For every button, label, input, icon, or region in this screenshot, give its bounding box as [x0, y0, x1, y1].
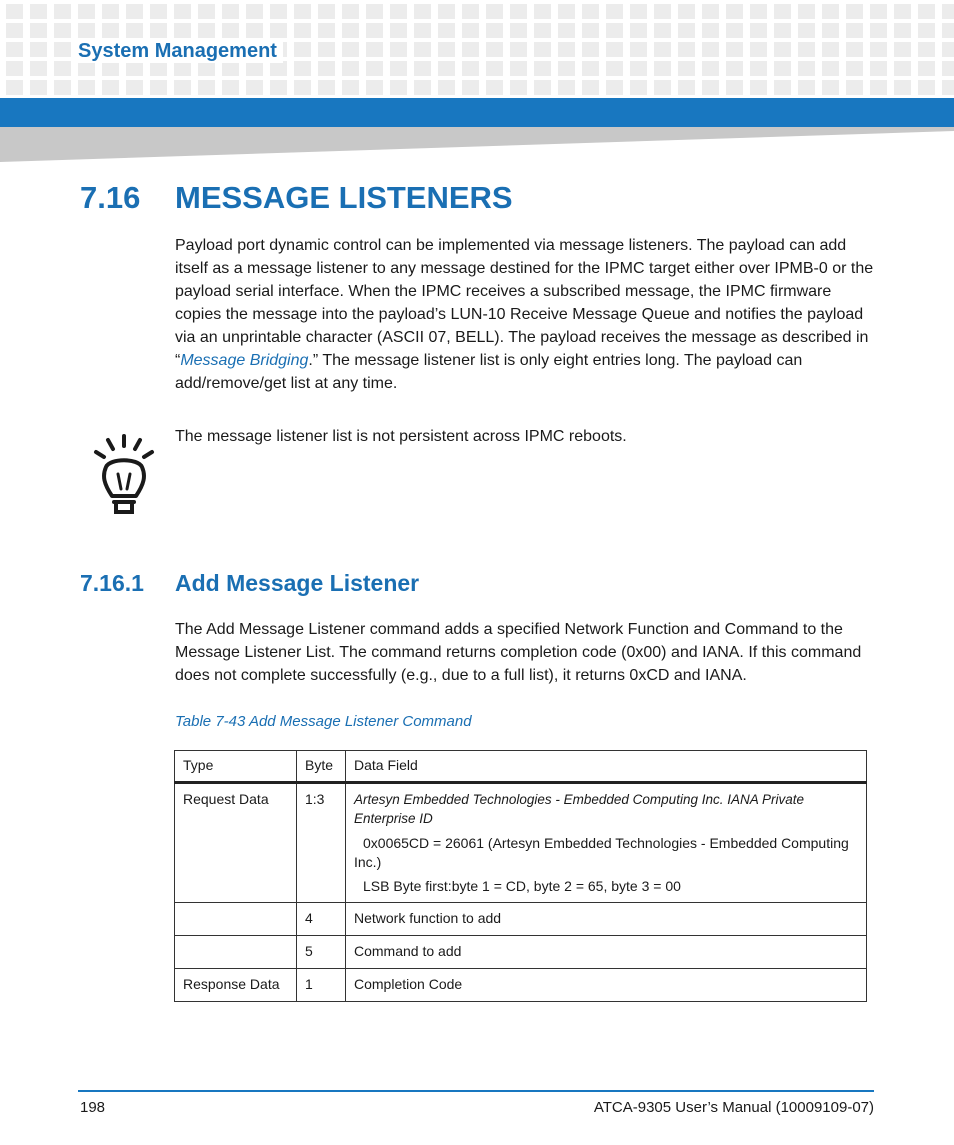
header-pattern-square	[654, 42, 671, 57]
section-title: MESSAGE LISTENERS	[175, 180, 513, 215]
header-pattern-square	[534, 80, 551, 95]
header-pattern-square	[366, 23, 383, 38]
header-byte: Byte	[297, 751, 346, 783]
header-pattern-square	[654, 61, 671, 76]
header-pattern-square	[126, 80, 143, 95]
header-pattern-square	[30, 23, 47, 38]
header-pattern-square	[102, 4, 119, 19]
header-pattern-square	[30, 42, 47, 57]
subsection-number: 7.16.1	[80, 570, 144, 596]
header-pattern-square	[294, 42, 311, 57]
header-pattern-square	[654, 4, 671, 19]
header-pattern-square	[198, 80, 215, 95]
iana-value	[354, 834, 858, 872]
header-pattern-square	[846, 42, 863, 57]
header-pattern-square	[654, 23, 671, 38]
header-pattern-square	[510, 42, 527, 57]
header-pattern-square	[750, 61, 767, 76]
header-pattern-square	[366, 80, 383, 95]
header-pattern-square	[438, 23, 455, 38]
header-pattern-square	[174, 80, 191, 95]
header-pattern-square	[534, 23, 551, 38]
header-pattern-square	[942, 80, 954, 95]
tip-text: The message listener list is not persistent across IPMC reboots.	[175, 428, 627, 445]
header-pattern-square	[318, 4, 335, 19]
header-pattern-square	[582, 61, 599, 76]
header-pattern-square	[198, 4, 215, 19]
header-pattern-square	[582, 80, 599, 95]
header-pattern-square	[54, 4, 71, 19]
header-pattern-square	[342, 42, 359, 57]
header-pattern-square	[462, 23, 479, 38]
header-pattern-square	[558, 23, 575, 38]
header-pattern-square	[846, 61, 863, 76]
header-pattern-square	[414, 23, 431, 38]
header-pattern-square	[6, 80, 23, 95]
header-pattern-square	[150, 23, 167, 38]
header-pattern-square	[942, 61, 954, 76]
header-pattern-square	[342, 23, 359, 38]
intro-paragraph	[175, 234, 875, 395]
header-pattern-square	[894, 61, 911, 76]
header-pattern-square	[702, 42, 719, 57]
header-pattern-square	[774, 42, 791, 57]
header-pattern-square	[726, 23, 743, 38]
table-caption: Table 7-43 Add Message Listener Command	[175, 713, 472, 730]
header-pattern-square	[462, 80, 479, 95]
header-pattern-square	[846, 4, 863, 19]
header-pattern-square	[318, 42, 335, 57]
header-pattern-square	[534, 42, 551, 57]
cell-data-field: Network function to add	[346, 903, 867, 936]
header-pattern-square	[558, 42, 575, 57]
header-pattern-square	[30, 4, 47, 19]
header-pattern-square	[102, 23, 119, 38]
header-pattern-square	[102, 80, 119, 95]
footer-rule	[78, 1090, 874, 1092]
header-pattern-square	[582, 23, 599, 38]
header-pattern-square	[630, 23, 647, 38]
header-pattern-square	[318, 23, 335, 38]
subsection-heading	[80, 570, 419, 597]
header-pattern-square	[678, 61, 695, 76]
header-pattern-square	[534, 4, 551, 19]
header-pattern-square	[246, 4, 263, 19]
iana-label: Artesyn Embedded Technologies - Embedded Computing Inc. IANA Private Enterprise ID	[354, 792, 804, 826]
header-pattern-square	[870, 80, 887, 95]
header-pattern-square	[558, 4, 575, 19]
header-pattern-square	[198, 23, 215, 38]
header-pattern-square	[558, 80, 575, 95]
header-gray-wedge	[0, 127, 954, 162]
header-pattern-square	[438, 80, 455, 95]
header-pattern-square	[390, 80, 407, 95]
header-pattern-square	[222, 61, 239, 76]
header-pattern-square	[390, 4, 407, 19]
header-pattern-square	[798, 80, 815, 95]
header-pattern-square	[774, 4, 791, 19]
header-pattern-square	[462, 4, 479, 19]
header-pattern-square	[270, 4, 287, 19]
header-pattern-square	[894, 42, 911, 57]
header-pattern-square	[126, 4, 143, 19]
cell-type	[175, 936, 297, 969]
header-pattern-square	[894, 23, 911, 38]
header-pattern-square	[510, 4, 527, 19]
header-pattern-square	[6, 42, 23, 57]
header-pattern-square	[54, 42, 71, 57]
page-number: 198	[80, 1099, 106, 1116]
header-pattern-square	[174, 4, 191, 19]
header-pattern-square	[438, 4, 455, 19]
subsection-paragraph: The Add Message Listener command adds a specified Network Function and Command to the Message Listener List. The command returns completion code (0x00) and IANA. If this command does not complete successfully (e.g., due to a full list), it returns 0xCD and IANA.	[175, 621, 862, 684]
header-pattern-square	[606, 80, 623, 95]
cell-data-field: Command to add	[346, 936, 867, 969]
header-pattern-square	[294, 80, 311, 95]
table-row	[175, 903, 867, 936]
header-pattern-square	[630, 42, 647, 57]
header-pattern-square	[798, 61, 815, 76]
header-pattern-square	[270, 61, 287, 76]
table-header-row	[175, 751, 867, 783]
cell-type: Request Data	[175, 783, 297, 903]
header-pattern-square	[726, 42, 743, 57]
header-pattern-square	[750, 23, 767, 38]
header-pattern-square	[798, 4, 815, 19]
header-pattern-square	[702, 23, 719, 38]
header-pattern-square	[486, 61, 503, 76]
header-pattern-square	[318, 80, 335, 95]
header-pattern-square	[54, 80, 71, 95]
header-pattern-square	[942, 4, 954, 19]
header-pattern-square	[366, 42, 383, 57]
header-pattern-square	[6, 4, 23, 19]
header-pattern-square	[606, 23, 623, 38]
header-pattern-square	[150, 4, 167, 19]
header-pattern-square	[342, 80, 359, 95]
header-pattern-square	[246, 23, 263, 38]
cell-byte: 1	[297, 969, 346, 1002]
header-pattern-square	[366, 4, 383, 19]
header-pattern-square	[702, 61, 719, 76]
intro-text-1: Payload port dynamic control can be implemented via message listeners. The payload can add itself as a message listener to any message destined for the IPMC target either over IPMB-0 or the payload serial interface. When the IPMC receives a subscribed message, the IPMC firmware copies the message into the payload’s LUN-10 Receive Message Queue and notifies the payload via an unprintable character (ASCII 07, BELL). The payload receives the message as described in “	[175, 237, 874, 369]
header-pattern-square	[462, 61, 479, 76]
header-pattern-square	[942, 23, 954, 38]
cell-type: Response Data	[175, 969, 297, 1002]
byte-order-text: LSB Byte first:byte 1 = CD, byte 2 = 65, byte 3 = 00	[363, 878, 681, 894]
header-pattern-square	[822, 23, 839, 38]
header-pattern-square	[798, 23, 815, 38]
header-pattern-square	[126, 61, 143, 76]
header-pattern-square	[198, 61, 215, 76]
header-pattern-square	[222, 23, 239, 38]
header-blue-bar	[0, 98, 954, 127]
header-pattern-square	[486, 80, 503, 95]
header-pattern-square	[822, 80, 839, 95]
header-pattern-square	[438, 42, 455, 57]
message-bridging-link[interactable]: Message Bridging	[180, 352, 309, 369]
header-pattern-square	[606, 42, 623, 57]
header-pattern-square	[702, 80, 719, 95]
header-pattern-square	[822, 61, 839, 76]
header-pattern-square	[822, 4, 839, 19]
header-pattern-square	[942, 42, 954, 57]
header-pattern-square	[78, 61, 95, 76]
header-pattern-square	[750, 80, 767, 95]
header-pattern-square	[246, 80, 263, 95]
header-pattern-square	[510, 61, 527, 76]
cell-byte: 5	[297, 936, 346, 969]
header-pattern-square	[414, 80, 431, 95]
header-pattern-square	[798, 42, 815, 57]
header-pattern-square	[630, 61, 647, 76]
table-row	[175, 783, 867, 903]
header-pattern-square	[918, 61, 935, 76]
header-pattern-square	[6, 61, 23, 76]
header-pattern-square	[318, 61, 335, 76]
header-pattern-square	[630, 4, 647, 19]
header-pattern-square	[774, 61, 791, 76]
header-pattern-square	[270, 23, 287, 38]
header-pattern-square	[6, 23, 23, 38]
section-number: 7.16	[80, 180, 141, 215]
header-pattern-square	[870, 23, 887, 38]
section-heading	[80, 180, 513, 216]
cell-type	[175, 903, 297, 936]
header-pattern-square	[294, 4, 311, 19]
header-pattern-square	[846, 80, 863, 95]
header-pattern-square	[750, 4, 767, 19]
header-pattern-square	[438, 61, 455, 76]
header-pattern-square	[582, 42, 599, 57]
header-pattern-square	[774, 23, 791, 38]
header-pattern-square	[246, 61, 263, 76]
header-pattern-square	[846, 23, 863, 38]
header-pattern-square	[30, 80, 47, 95]
header-pattern-square	[486, 4, 503, 19]
header-pattern-square	[918, 42, 935, 57]
cell-data-field: Completion Code	[346, 969, 867, 1002]
header-pattern-square	[918, 23, 935, 38]
header-pattern-square	[870, 42, 887, 57]
header-pattern-square	[174, 23, 191, 38]
header-pattern-square	[126, 23, 143, 38]
subsection-title: Add Message Listener	[175, 570, 420, 596]
header-pattern-square	[606, 4, 623, 19]
header-pattern-square	[414, 61, 431, 76]
header-pattern-square	[174, 61, 191, 76]
table-row	[175, 936, 867, 969]
header-pattern-square	[630, 80, 647, 95]
header-pattern-square	[78, 80, 95, 95]
header-pattern-square	[534, 61, 551, 76]
header-pattern-square	[342, 4, 359, 19]
header-pattern-square	[702, 4, 719, 19]
header-pattern-square	[606, 61, 623, 76]
manual-title: ATCA-9305 User’s Manual (10009109-07)	[593, 1099, 874, 1116]
header-pattern-square	[222, 80, 239, 95]
header-section-title: System Management	[78, 40, 283, 63]
header-pattern-square	[726, 4, 743, 19]
header-pattern-square	[774, 80, 791, 95]
header-pattern-square	[390, 61, 407, 76]
header-pattern-square	[582, 4, 599, 19]
header-type: Type	[175, 751, 297, 783]
header-pattern-square	[222, 4, 239, 19]
header-pattern-square	[654, 80, 671, 95]
header-pattern-square	[486, 42, 503, 57]
header-pattern-square	[414, 42, 431, 57]
cell-data-field	[346, 783, 867, 903]
header-pattern-square	[510, 80, 527, 95]
header-pattern-square	[486, 23, 503, 38]
header-pattern-square	[150, 80, 167, 95]
header-pattern-square	[54, 23, 71, 38]
header-pattern-square	[78, 4, 95, 19]
cell-byte: 1:3	[297, 783, 346, 903]
intro-text-2: .” The message listener list is only eight entries long. The payload can add/remove/get list at any time.	[175, 352, 803, 392]
header-pattern-square	[678, 4, 695, 19]
header-pattern-square	[294, 23, 311, 38]
lightbulb-icon	[92, 434, 156, 516]
header-pattern-square	[342, 61, 359, 76]
header-pattern-square	[510, 23, 527, 38]
header-pattern-square	[678, 80, 695, 95]
command-table	[174, 750, 867, 1002]
header-pattern-square	[822, 42, 839, 57]
header-pattern-square	[78, 23, 95, 38]
header-pattern-square	[870, 4, 887, 19]
header-pattern-square	[30, 61, 47, 76]
header-pattern-square	[726, 80, 743, 95]
header-pattern-square	[414, 4, 431, 19]
header-pattern-square	[558, 61, 575, 76]
byte-order-note	[354, 877, 858, 896]
header-pattern-square	[918, 4, 935, 19]
header-pattern-square	[150, 61, 167, 76]
header-pattern-square	[294, 61, 311, 76]
header-pattern-square	[390, 42, 407, 57]
header-pattern-square	[678, 42, 695, 57]
header-pattern-square	[390, 23, 407, 38]
header-data-field: Data Field	[346, 751, 867, 783]
header-pattern-square	[894, 4, 911, 19]
header-pattern-square	[750, 42, 767, 57]
header-pattern-square	[870, 61, 887, 76]
header-pattern-square	[54, 61, 71, 76]
table-row	[175, 969, 867, 1002]
header-pattern-square	[894, 80, 911, 95]
cell-byte: 4	[297, 903, 346, 936]
header-pattern-square	[366, 61, 383, 76]
header-pattern-square	[270, 80, 287, 95]
header-pattern-square	[678, 23, 695, 38]
header-pattern-square	[102, 61, 119, 76]
header-pattern-square	[918, 80, 935, 95]
header-pattern-square	[726, 61, 743, 76]
header-pattern-square	[462, 42, 479, 57]
iana-value-text: 0x0065CD = 26061 (Artesyn Embedded Technologies - Embedded Computing Inc.)	[354, 835, 849, 870]
